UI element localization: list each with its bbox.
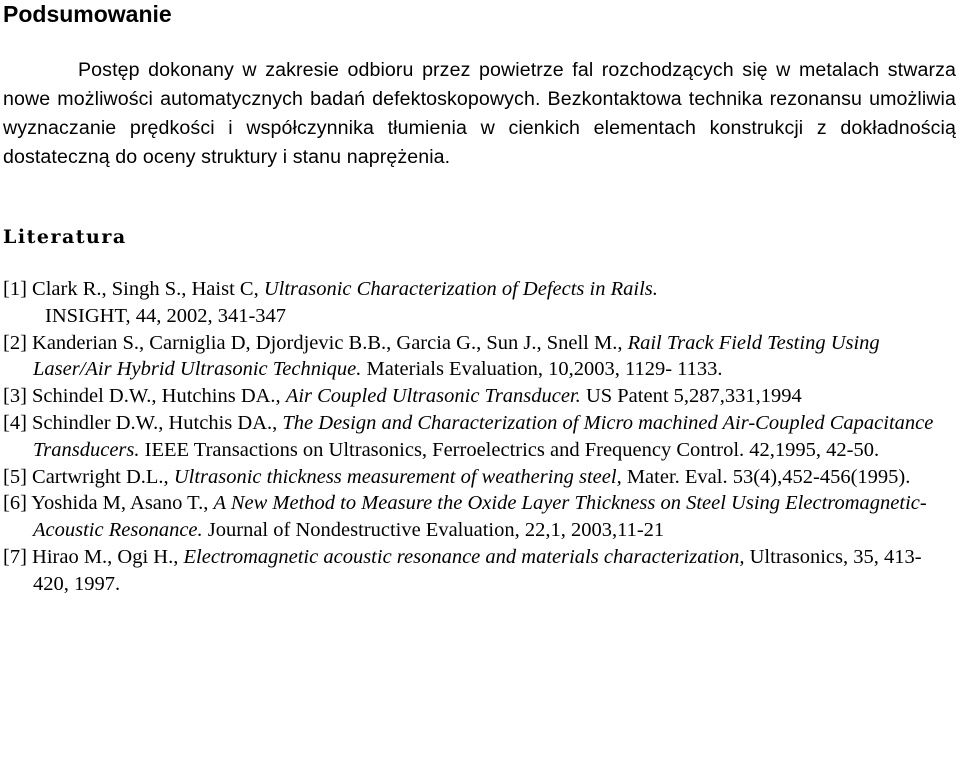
reference-source: Ultrasonics, 35, 413-420, 1997. bbox=[33, 545, 922, 595]
reference-item bbox=[3, 410, 953, 464]
reference-source: INSIGHT, 44, 2002, 341-347 bbox=[45, 304, 287, 327]
reference-title: Ultrasonic Characterization of Defects in Rails. bbox=[263, 278, 658, 300]
reference-item bbox=[3, 383, 953, 410]
reference-source: US Patent 5,287,331,1994 bbox=[585, 385, 802, 408]
reference-source: IEEE Transactions on Ultrasonics, Ferroelectrics and Frequency Control. 42,1995, 42-50. bbox=[144, 438, 880, 461]
reference-authors: Schindel D.W., Hutchins DA., bbox=[32, 385, 281, 408]
reference-title: Electromagnetic acoustic resonance and materials characterization, bbox=[183, 545, 745, 568]
reference-number: [3] bbox=[3, 385, 27, 408]
reference-authors: Cartwright D.L., bbox=[32, 465, 169, 488]
reference-title: Ultrasonic thickness measurement of weathering steel, bbox=[173, 465, 622, 488]
reference-title: Rail Track Field Testing Using Laser/Air Hybrid Ultrasonic Technique. bbox=[33, 331, 880, 381]
reference-number: [7] bbox=[3, 545, 27, 568]
reference-source: Mater. Eval. 53(4),452-456(1995). bbox=[626, 465, 911, 488]
reference-title: Air Coupled Ultrasonic Transducer. bbox=[285, 385, 581, 408]
reference-authors: Yoshida M, Asano T., bbox=[31, 492, 209, 515]
reference-item bbox=[3, 544, 953, 598]
reference-number: [6] bbox=[3, 492, 27, 515]
reference-source: Journal of Nondestructive Evaluation, 22,1, 2003,11-21 bbox=[207, 519, 665, 542]
reference-item bbox=[3, 330, 953, 384]
summary-paragraph: Postęp dokonany w zakresie odbioru przez powietrze fal rozchodzących się w metalach stwarza nowe możliwości automatycznych badań defektoskopowych. Bezkontaktowa technika rezonansu umożliwia wyznaczanie prędkości i współczynnika tłumienia w cienkich elementach konstrukcji z dokładnością dostateczną do oceny struktury i stanu naprężenia. bbox=[3, 59, 956, 168]
reference-title: The Design and Characterization of Micro machined Air-Coupled Capacitance Transducers. bbox=[33, 411, 934, 461]
reference-item bbox=[3, 276, 953, 330]
reference-title: A New Method to Measure the Oxide Layer Thickness on Steel Using Electromagnetic-Acoustic Resonance. bbox=[33, 492, 927, 542]
reference-authors: Clark R., Singh S., Haist C, bbox=[32, 278, 259, 300]
summary-heading: Podsumowanie bbox=[3, 1, 172, 27]
reference-number: [5] bbox=[3, 465, 27, 488]
reference-item bbox=[3, 464, 953, 491]
reference-authors: Kanderian S., Carniglia D, Djordjevic B.B., Garcia G., Sun J., Snell M., bbox=[32, 331, 623, 354]
reference-list bbox=[3, 276, 953, 598]
reference-number: [1] bbox=[3, 278, 27, 300]
summary-paragraph-block bbox=[3, 56, 956, 172]
reference-authors: Hirao M., Ogi H., bbox=[32, 545, 179, 568]
reference-authors: Schindler D.W., Hutchis DA., bbox=[32, 411, 278, 434]
reference-number: [2] bbox=[3, 331, 27, 354]
reference-number: [4] bbox=[3, 411, 27, 434]
reference-item bbox=[3, 490, 953, 544]
reference-source: Materials Evaluation, 10,2003, 1129- 1133. bbox=[366, 358, 723, 381]
literature-heading: Literatura bbox=[3, 226, 127, 248]
